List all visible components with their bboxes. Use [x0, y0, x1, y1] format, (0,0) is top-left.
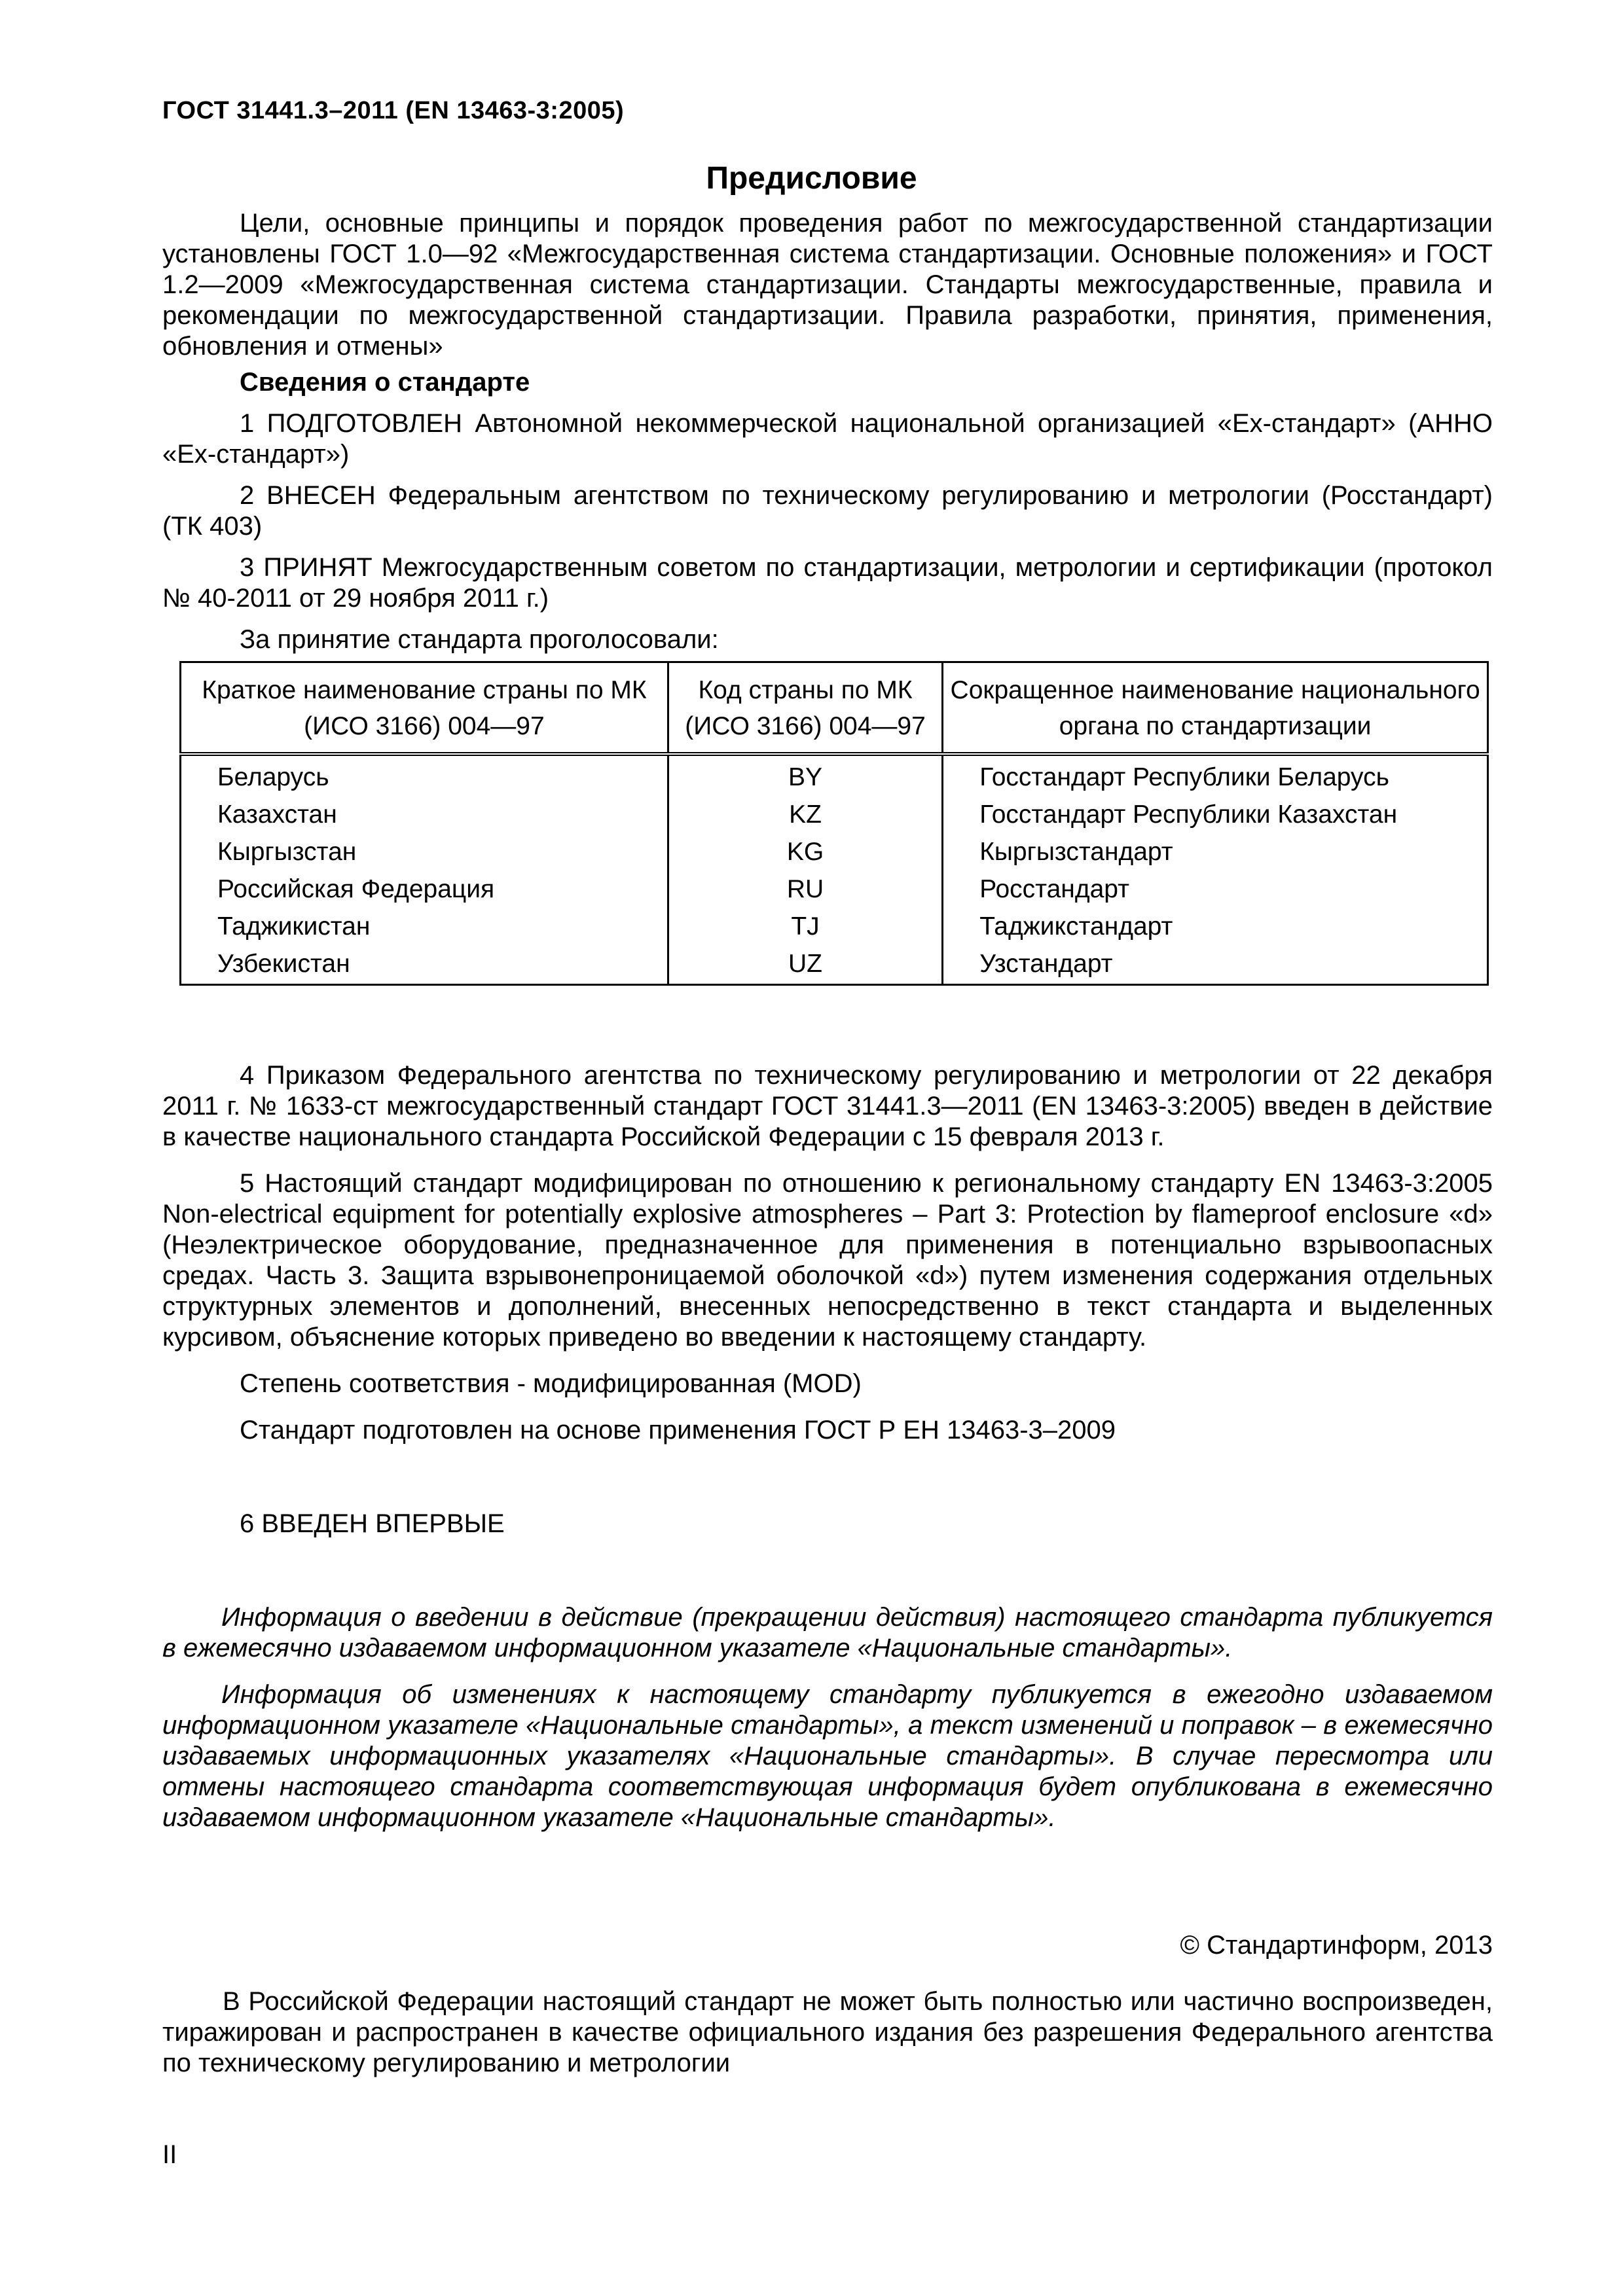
info-heading: Сведения о стандарте: [240, 368, 530, 397]
country-cell: Таджикистан: [181, 908, 668, 945]
body-cell: Таджикстандарт: [943, 908, 1488, 945]
body-cell: Госстандарт Республики Казахстан: [943, 796, 1488, 833]
voted-label: За принятие стандарта проголосовали:: [240, 625, 719, 654]
table-row: [181, 796, 1488, 833]
table-row: [181, 908, 1488, 945]
code-cell: KG: [668, 833, 942, 870]
code-cell: BY: [668, 754, 942, 796]
copyright-line: © Стандартинформ, 2013: [1180, 1931, 1493, 1960]
item-5: 5 Настоящий стандарт модифицирован по отношению к региональному стандарту EN 13463-3:2005 Non-electrical equipment for potentially explosive atmospheres – Part 3: Protection by flameproof enclosure «d» (Неэлектрическое оборудование, предназначенное для применения в потенциально взрывоопасных средах. Часть 3. Защита взрывонепроницаемой оболочкой «d») путем изменения содержания отдельных структурных элементов и дополнений, внесенных непосредственно в текст стандарта и выделенных курсивом, объяснение которых приведено во введении к настоящему стандарту.: [162, 1169, 1493, 1352]
body-cell: Кыргызстандарт: [943, 833, 1488, 870]
intro-paragraph: Цели, основные принципы и порядок проведения работ по межгосударственной стандартизации установлены ГОСТ 1.0—92 «Межгосударственная система стандартизации. Основные положения» и ГОСТ 1.2—2009 «Межгосударственная система стандартизации. Стандарты межгосударственные, правила и рекомендации по межгосударственной стандартизации. Правила разработки, принятия, применения, обновления и отмены»: [162, 209, 1493, 361]
body-cell: Госстандарт Республики Беларусь: [943, 754, 1488, 796]
foreword-body: [162, 208, 1493, 655]
country-cell: Российская Федерация: [181, 870, 668, 908]
table-row: [181, 870, 1488, 908]
reproduction-notice: В Российской Федерации настоящий стандарт не может быть полностью или частично воспроизведен, тиражирован и распространен в качестве официального издания без разрешения Федерального агентства по техническому регулированию и метрологии: [162, 1987, 1493, 2077]
code-cell: UZ: [668, 945, 942, 985]
item-3: 3 ПРИНЯТ Межгосударственным советом по стандартизации, метрологии и сертификации (протокол № 40-2011 от 29 ноября 2011 г.): [162, 553, 1493, 613]
table-row: [181, 833, 1488, 870]
header-code: Код страны по МК (ИСО 3166) 004—97: [668, 662, 942, 755]
section-title: Предисловие: [706, 161, 917, 196]
item-4: 4 Приказом Федерального агентства по техническому регулированию и метрологии от 22 декабря 2011 г. № 1633-ст межгосударственный стандарт ГОСТ 31441.3—2011 (EN 13463-3:2005) введен в действие в качестве национального стандарта Российской Федерации с 15 февраля 2013 г.: [162, 1061, 1493, 1151]
document-id: ГОСТ 31441.3–2011 (EN 13463-3:2005): [162, 97, 625, 124]
table-row: [181, 754, 1488, 796]
code-cell: KZ: [668, 796, 942, 833]
page-number: II: [162, 2140, 177, 2169]
country-cell: Казахстан: [181, 796, 668, 833]
code-cell: RU: [668, 870, 942, 908]
body-cell: Узстандарт: [943, 945, 1488, 985]
item-2: 2 ВНЕСЕН Федеральным агентством по техническому регулированию и метрологии (Росстандарт) (ТК 403): [162, 481, 1493, 541]
basis-line: Стандарт подготовлен на основе применения ГОСТ Р ЕН 13463-3–2009: [240, 1416, 1116, 1444]
info-note-1: Информация о введении в действие (прекращении действия) настоящего стандарта публикуется в ежемесячно издаваемом информационном указателе «Национальные стандарты».: [162, 1603, 1493, 1662]
country-cell: Узбекистан: [181, 945, 668, 985]
body-cell: Росстандарт: [943, 870, 1488, 908]
item-6: 6 ВВЕДЕН ВПЕРВЫЕ: [240, 1509, 505, 1538]
info-note-2: Информация об изменениях к настоящему стандарту публикуется в ежегодно издаваемом информационном указателе «Национальные стандарты», а текст изменений и поправок – в ежемесячно издаваемых информационных указателях «Национальные стандарты». В случае пересмотра или отмены настоящего стандарта соответствующая информация будет опубликована в ежемесячно издаваемом информационном указателе «Национальные стандарты».: [162, 1680, 1493, 1832]
table-header-row: [181, 662, 1488, 755]
table-row: [181, 945, 1488, 985]
item-1: 1 ПОДГОТОВЛЕН Автономной некоммерческой национальной организацией «Ех-стандарт» (АННО «Ех-стандарт»): [162, 409, 1493, 469]
country-cell: Кыргызстан: [181, 833, 668, 870]
country-cell: Беларусь: [181, 754, 668, 796]
code-cell: TJ: [668, 908, 942, 945]
header-body: Сокращенное наименование национального органа по стандартизации: [943, 662, 1488, 755]
degree-line: Степень соответствия - модифицированная (MOD): [240, 1369, 862, 1398]
voting-table: [179, 661, 1489, 986]
foreword-body-continued: [162, 1060, 1493, 1833]
header-country: Краткое наименование страны по МК (ИСО 3166) 004—97: [181, 662, 668, 755]
